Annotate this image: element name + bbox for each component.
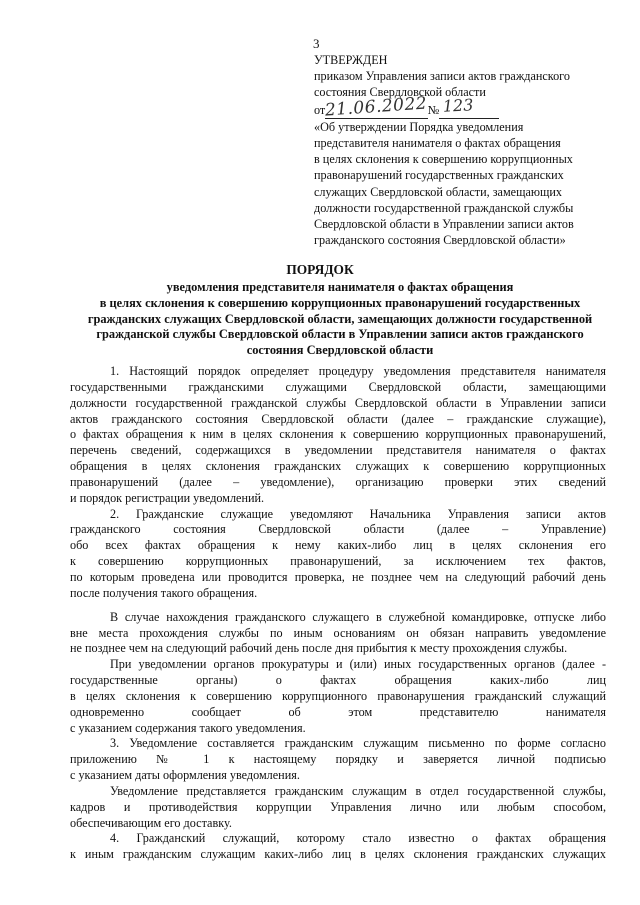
approval-subject-line: в целях склонения к совершению коррупционных: [314, 152, 573, 167]
subtitle-line: состояния Свердловской области: [246, 343, 434, 358]
paragraph-line: В случае нахождения гражданского служащего в служебной командировке, отпуске либо: [110, 609, 606, 624]
paragraph-line: гражданского состояния Свердловской области (далее – Управление): [70, 522, 606, 537]
paragraph-line: актов гражданского состояния Свердловской области (далее – гражданские служащие),: [70, 411, 606, 426]
handwritten-number: 123: [442, 94, 475, 116]
paragraph-line: обращения в целях склонения гражданских служащих к совершению коррупционных: [70, 459, 606, 474]
paragraph-line: государственными гражданскими служащими Свердловской области, замещающими: [70, 379, 606, 394]
paragraph-line: перечень сведений, содержащихся в уведомлении представителя нанимателя о фактах: [70, 443, 606, 458]
approval-heading: УТВЕРЖДЕН: [314, 53, 388, 67]
paragraph: [70, 610, 606, 658]
paragraph: [70, 736, 606, 784]
paragraph-line: в целях склонения к совершению коррупционного правонарушения гражданский служащий: [70, 688, 606, 703]
paragraph-line: обеспечивающим его доставку.: [70, 815, 232, 830]
paragraph: [70, 657, 606, 736]
paragraph-line: Уведомление представляется гражданским служащим в отдел государственной службы,: [110, 783, 606, 798]
document-subtitle: [70, 280, 610, 359]
paragraph-line: к совершению коррупционных правонарушений, за исключением тех фактов,: [70, 554, 606, 569]
approval-subject-line: Свердловской области в Управлении записи актов: [314, 217, 574, 232]
approval-subject-line: правонарушений государственных гражданских: [314, 168, 564, 183]
subtitle-line: гражданских служащих Свердловской области, замещающих должности государственной: [87, 311, 593, 326]
paragraph-line: правонарушений (далее – уведомление), организацию проверки этих сведений: [70, 474, 606, 489]
paragraph-gap: [70, 602, 606, 610]
paragraph-line: после получения такого обращения.: [70, 585, 258, 600]
paragraph: [70, 507, 606, 602]
approval-date-line: [314, 93, 614, 121]
approval-subject-line: должности государственной гражданской службы: [314, 200, 574, 215]
paragraph-line: к иным гражданским служащим каких-либо лиц в целях склонения гражданских служащих: [70, 847, 606, 862]
document-title: ПОРЯДОК: [286, 262, 354, 277]
paragraph-line: 2. Гражданские служащие уведомляют Начальника Управления записи актов: [110, 506, 606, 521]
paragraph-line: 1. Настоящий порядок определяет процедуру уведомления представителя нанимателя: [110, 364, 606, 378]
subtitle-line: уведомления представителя нанимателя о фактах обращения: [166, 280, 514, 294]
number-prefix: №: [427, 102, 440, 117]
paragraph-line: обо всех фактах обращения к нему каких-либо лиц в целях склонения его: [70, 538, 606, 553]
paragraph-line: должности государственной гражданской службы Свердловской области в Управлении записи: [70, 395, 606, 410]
approval-subject-line: «Об утверждении Порядка уведомления: [314, 119, 524, 134]
page-number: 3: [313, 36, 320, 51]
approval-subject-line: служащих Свердловской области, замещающих: [314, 184, 562, 199]
paragraph-line: 3. Уведомление составляется гражданским служащим письменно по форме согласно: [110, 736, 606, 751]
paragraph-line: с указанием содержания такого уведомления.: [70, 720, 306, 735]
approval-subject-line: гражданского состояния Свердловской области»: [314, 233, 566, 248]
paragraph-line: о фактах обращения к ним в целях склонения к совершению коррупционных правонарушений,: [70, 427, 606, 442]
date-underline: [324, 93, 429, 121]
subtitle-line: гражданской службы Свердловской области в Управлении записи актов гражданского: [96, 327, 584, 342]
subtitle-line: в целях склонения к совершению коррупционных правонарушений государственных: [99, 295, 581, 310]
handwritten-date: 21.06.2022: [324, 93, 429, 121]
document-body: [70, 364, 606, 863]
paragraph-line: 4. Гражданский служащий, которому стало известно о фактах обращения: [110, 831, 606, 846]
paragraph: [70, 784, 606, 832]
paragraph: [70, 364, 606, 507]
paragraph-line: не позднее чем на следующий рабочий день после дня прибытия к месту прохождения службы.: [70, 641, 568, 656]
paragraph-line: и порядок регистрации уведомлений.: [70, 490, 265, 505]
number-underline: [439, 94, 499, 119]
date-prefix: от: [314, 102, 326, 117]
paragraph-line: по которым проведена или проводится проверка, не позднее чем на следующий рабочий день: [70, 569, 606, 584]
paragraph-line: одновременно сообщает об этом представителю нанимателя: [70, 704, 606, 719]
paragraph-line: с указанием даты оформления уведомления.: [70, 768, 300, 783]
paragraph-line: государственные органы) о фактах обращения каких-либо лиц: [70, 673, 606, 688]
approval-line: приказом Управления записи актов гражданского: [314, 69, 570, 84]
approval-subject: [314, 119, 614, 249]
approval-block: [314, 52, 614, 248]
paragraph-line: приложению № 1 к настоящему порядку и заверяется личной подписью: [70, 752, 606, 767]
paragraph-line: При уведомлении органов прокуратуры и (или) иных государственных органов (далее -: [110, 657, 606, 672]
paragraph-line: кадров и противодействия коррупции Управления лично или любым способом,: [70, 799, 606, 814]
paragraph-line: вне места прохождения службы по иным основаниям он обязан направить уведомление: [70, 625, 606, 640]
paragraph: [70, 831, 606, 863]
approval-line: состояния Свердловской области: [314, 85, 486, 100]
approval-subject-line: представителя нанимателя о фактах обращения: [314, 136, 561, 151]
